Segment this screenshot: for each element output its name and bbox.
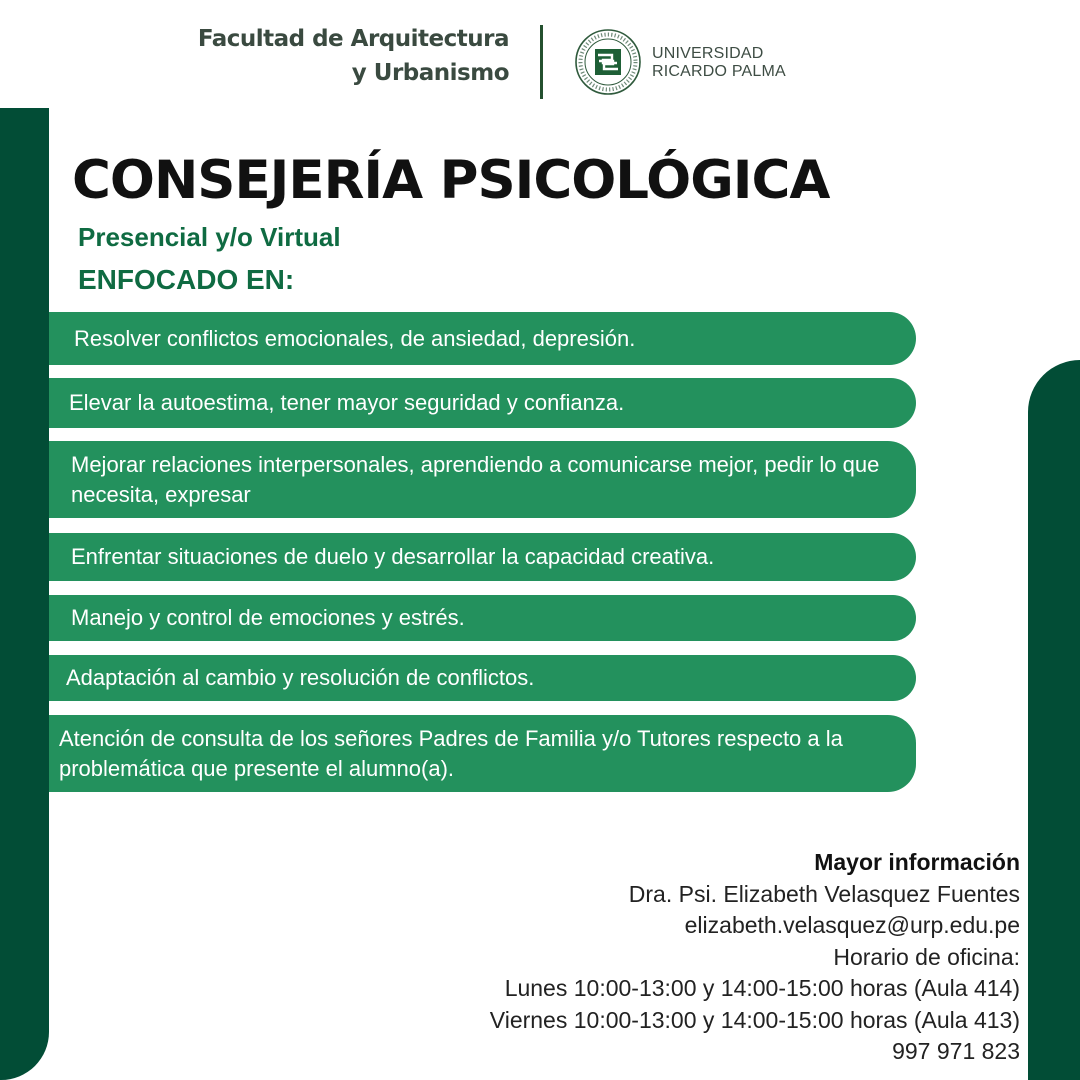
- university-line-1: UNIVERSIDAD: [652, 45, 764, 62]
- faculty-name: [198, 22, 509, 90]
- topic-item-6: [49, 655, 916, 701]
- topic-item-5: [49, 595, 916, 641]
- right-accent-bar: [1028, 360, 1080, 1080]
- left-accent-bar: [0, 108, 49, 1080]
- topic-item-4: [49, 533, 916, 581]
- topic-item-1: [49, 312, 916, 365]
- modality-subtitle: Presencial y/o Virtual: [78, 222, 341, 252]
- header-divider: [540, 25, 543, 99]
- topic-text: Elevar la autoestima, tener mayor seguridad y confianza.: [69, 390, 625, 415]
- contact-email[interactable]: elizabeth.velasquez@urp.edu.pe: [684, 912, 1020, 938]
- topic-text: Resolver conflictos emocionales, de ansiedad, depresión.: [74, 325, 636, 351]
- university-seal-icon: [574, 28, 642, 96]
- contact-phone[interactable]: 997 971 823: [892, 1038, 1020, 1064]
- office-hours-friday: Viernes 10:00-13:00 y 14:00-15:00 horas (Aula 413): [489, 1006, 1020, 1033]
- topic-text: Mejorar relaciones interpersonales, aprendiendo a comunicarse mejor, pedir lo que necesita, expresar: [71, 451, 880, 507]
- topic-text: Atención de consulta de los señores Padres de Familia y/o Tutores respecto a la problemática que presente el alumno(a).: [59, 725, 843, 781]
- topic-item-7: [49, 715, 916, 792]
- topic-item-3: [49, 441, 916, 518]
- topic-item-2: [49, 378, 916, 428]
- contact-name: Dra. Psi. Elizabeth Velasquez Fuentes: [628, 880, 1020, 907]
- info-heading: Mayor información: [814, 849, 1020, 875]
- faculty-line-2: y Urbanismo: [351, 60, 509, 86]
- topic-text: Manejo y control de emociones y estrés.: [71, 605, 465, 630]
- office-hours-label: Horario de oficina:: [833, 943, 1020, 970]
- faculty-line-1: Facultad de Arquitectura: [197, 26, 509, 52]
- contact-info: [490, 847, 1020, 1068]
- topic-text: Adaptación al cambio y resolución de conflictos.: [66, 665, 535, 690]
- university-name: [652, 45, 786, 81]
- page-title: CONSEJERÍA PSICOLÓGICA: [72, 150, 830, 211]
- focus-heading: ENFOCADO EN:: [78, 264, 295, 295]
- university-line-2: RICARDO PALMA: [652, 63, 786, 80]
- topic-text: Enfrentar situaciones de duelo y desarrollar la capacidad creativa.: [71, 544, 715, 569]
- office-hours-monday: Lunes 10:00-13:00 y 14:00-15:00 horas (Aula 414): [504, 975, 1020, 1001]
